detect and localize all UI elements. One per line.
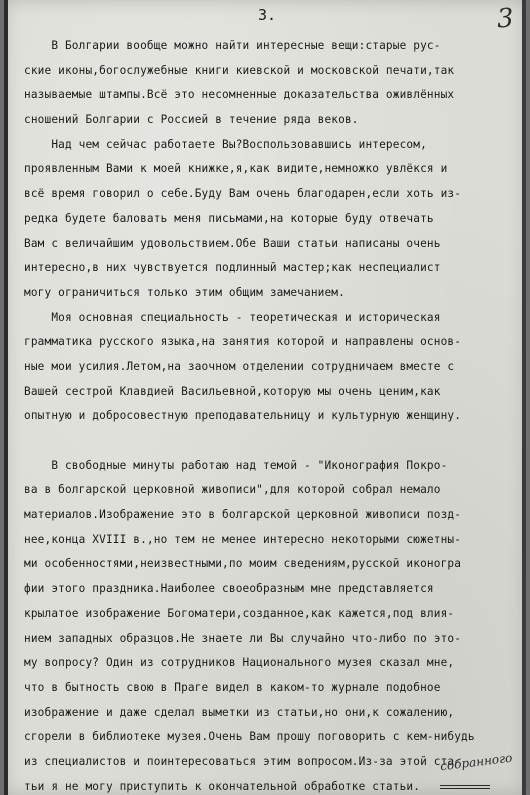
- page-number: 3.: [258, 6, 277, 24]
- text-line: всё время говорил о себе.Буду Вам очень благодарен,если хоть из-: [24, 187, 462, 201]
- text-line: сношений Болгарии с Россией в течение ряда веков.: [24, 113, 359, 127]
- text-line: изображение и даже сделал выметки из статьи,но они,к сожалению,: [24, 705, 455, 719]
- text-line: Моя основная специальность - теоретическая и историческая: [24, 310, 441, 324]
- text-line: могу ограничиться только этим общим замечанием.: [24, 285, 345, 299]
- text-line: интересно,в них чувствуется подлинный мастер;как неспециалист: [24, 261, 441, 275]
- text-line: грамматика русского языка,на занятия которой и направлены основ-: [24, 335, 462, 349]
- text-line: ми особенностями,неизвестными,по моим сведениям,русской иконогра: [24, 557, 462, 571]
- document-page: [4, 0, 526, 795]
- text-line: ва в болгарской церковной живописи",для которой собрал немало: [24, 483, 441, 497]
- text-line: называемые штампы.Всё это несомненные доказательства оживлённых: [24, 88, 455, 102]
- text-line: что в бытность свою в Праге видел в каком-то журнале подобное: [24, 680, 441, 694]
- text-line: В свободные минуты работаю над темой - "Иконография Покро-: [24, 458, 448, 472]
- text-line: нее,конца XVIII в.,но тем не менее интересно некоторыми сюжетны-: [24, 532, 462, 546]
- text-line: нием западных образцов.Не знаете ли Вы случайно что-либо по это-: [24, 631, 462, 645]
- text-line: материалов.Изображение это в болгарской церковной живописи позд-: [24, 508, 462, 522]
- text-line: ские иконы,богослужебные книги киевской и московской печати,так: [24, 63, 455, 77]
- text-line: сгорели в библиотеке музея.Очень Вам прошу поговорить с кем-нибудь: [24, 730, 475, 744]
- text-line: из специалистов и поинтересоваться этим вопросом.Из-за этой ста-: [24, 754, 462, 768]
- text-line: [24, 429, 516, 454]
- text-line: В Болгарии вообще можно найти интересные вещи:старые рус-: [24, 39, 441, 52]
- text-line: Вам с величайшим удовольствием.Обе Ваши статьи написаны очень: [24, 236, 441, 250]
- text-line: Над чем сейчас работаете Вы?Воспользовавшись интересом,: [24, 137, 427, 151]
- text-line: фии этого праздника.Наиболее своеобразным мне представляется: [24, 582, 434, 596]
- letter-body: [24, 34, 516, 795]
- page-right-edge: [522, 0, 526, 795]
- text-line: му вопросу? Один из сотрудников Национального музея сказал мне,: [24, 656, 455, 670]
- page-left-edge: [4, 0, 8, 795]
- text-line: проявленным Вами к моей книжке,я,как видите,немножко увлёкся и: [24, 162, 448, 176]
- handwritten-page-number: 3: [496, 3, 516, 35]
- text-line: тьи я не могу приступить к окончательной обработке статьи.: [24, 779, 421, 793]
- text-line: опытную и добросовестную преподавательницу и культурную женщину.: [24, 409, 462, 423]
- text-line: крылатое изображение Богоматери,созданное,как кажется,под влия-: [24, 606, 455, 620]
- text-line: редка будете баловать меня письмами,на которые буду отвечать: [24, 211, 434, 225]
- text-line: ные мои усилия.Летом,на заочном отделении сотрудничаем вместе с: [24, 359, 455, 373]
- handwritten-insertion: собранного: [439, 750, 514, 774]
- text-line: Вашей сестрой Клавдией Васильевной,которую мы очень ценим,как: [24, 384, 441, 398]
